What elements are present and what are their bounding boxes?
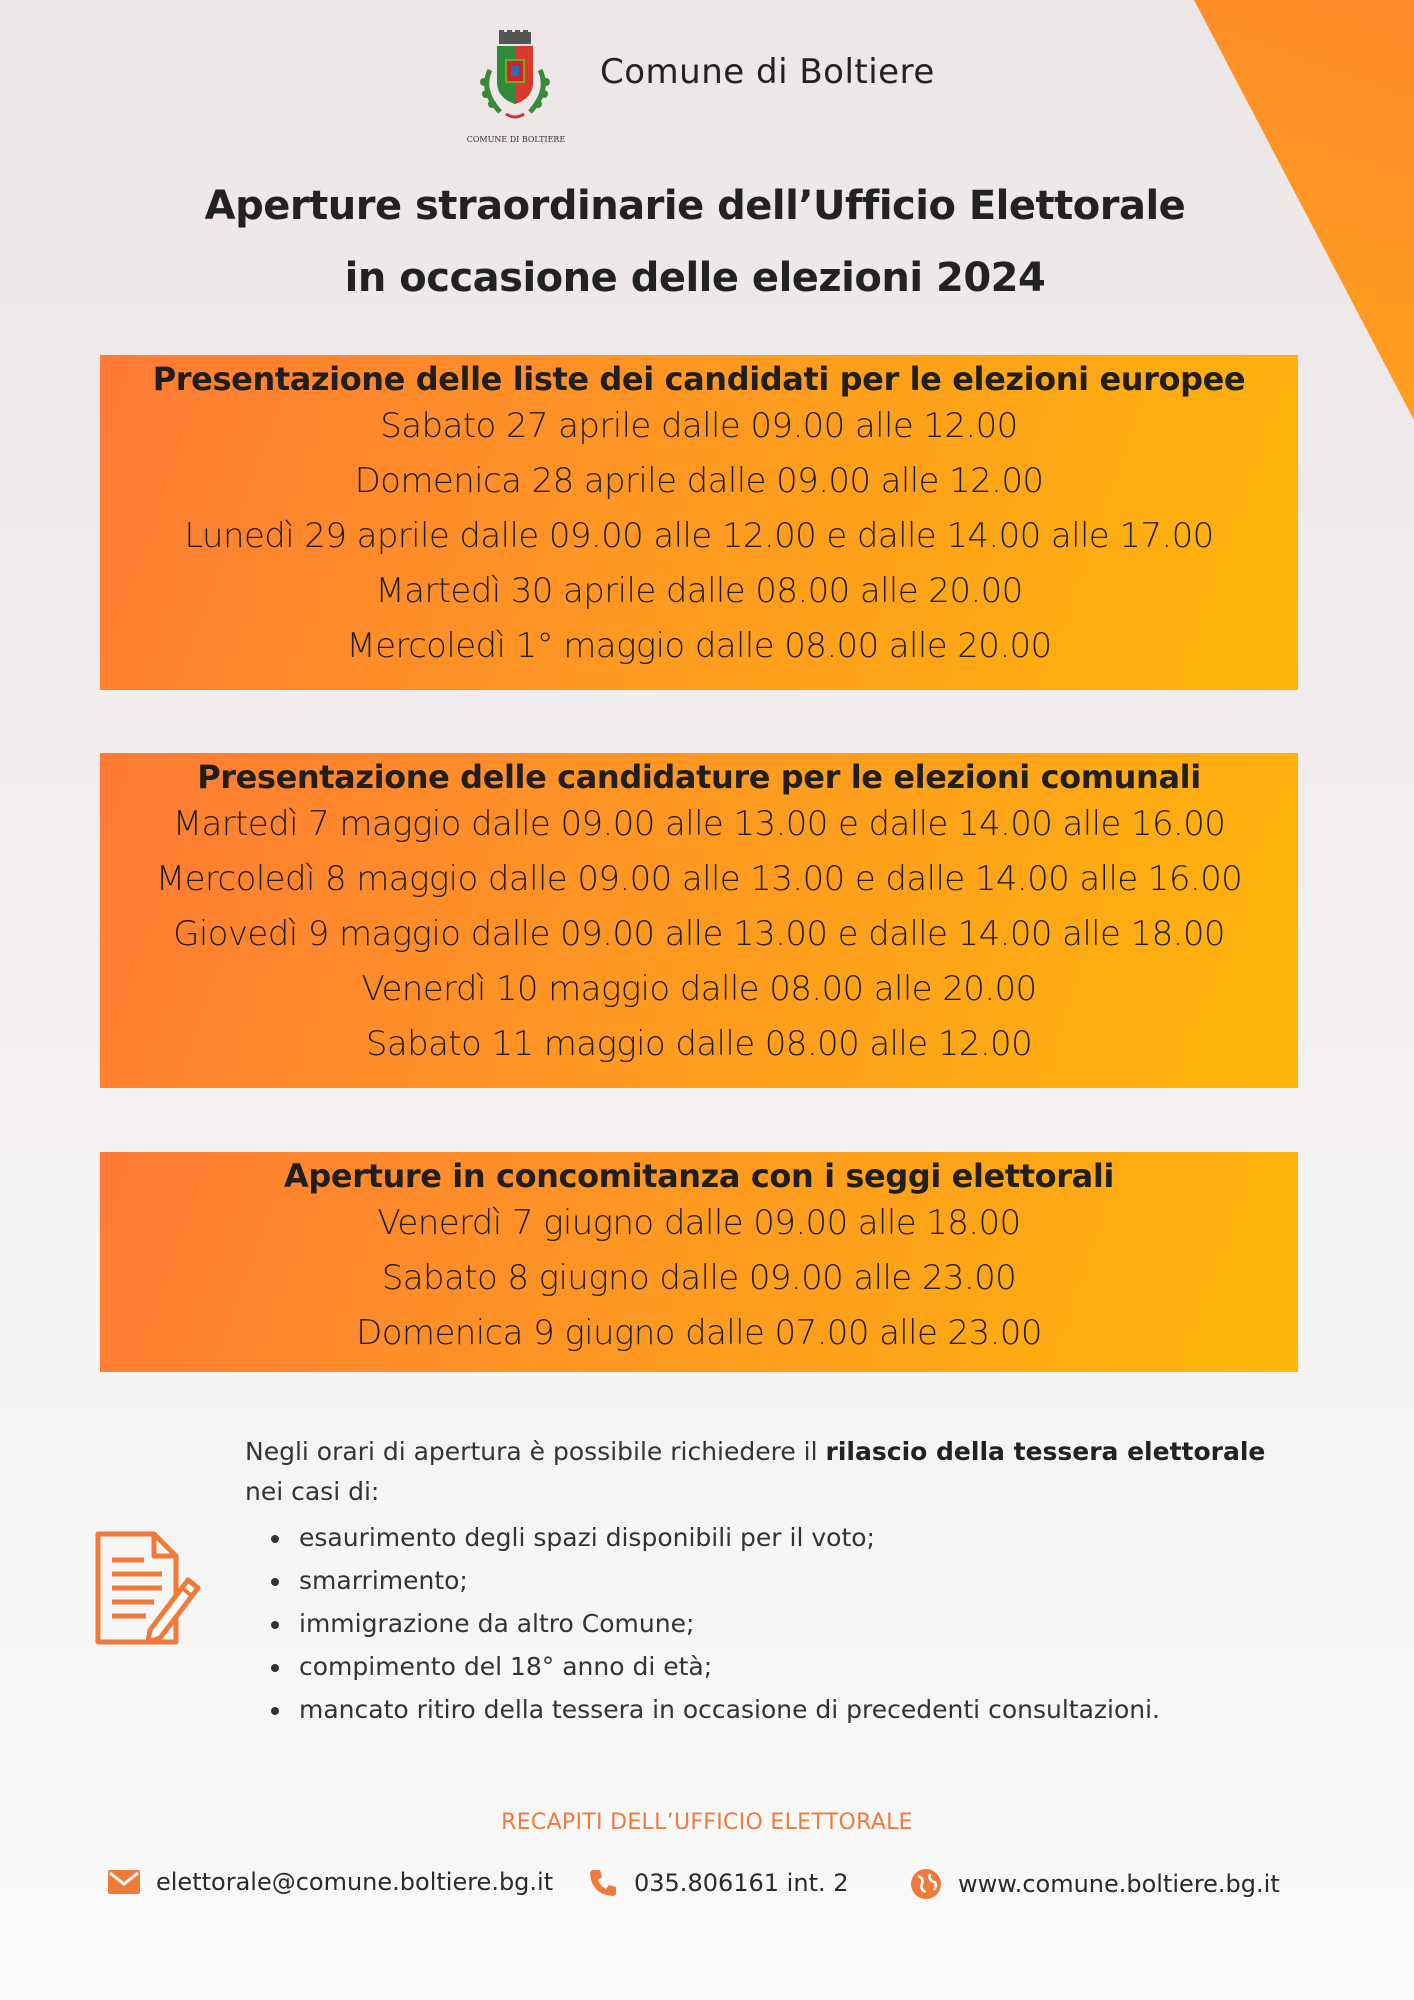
contact-email[interactable]	[108, 1868, 553, 1896]
info-intro-prefix: Negli orari di apertura è possibile richiedere il	[245, 1437, 826, 1466]
globe-icon	[910, 1868, 942, 1900]
schedule-row: Giovedì 9 maggio dalle 09.00 alle 13.00 e dalle 14.00 alle 18.00	[173, 914, 1225, 954]
crest-logo	[466, 30, 566, 144]
schedule-row: Sabato 8 giugno dalle 09.00 alle 23.00	[381, 1258, 1017, 1298]
schedule-heading: Presentazione delle liste dei candidati per le elezioni europee	[152, 360, 1246, 398]
email-icon	[108, 1870, 140, 1894]
contact-phone[interactable]	[588, 1868, 849, 1898]
info-text	[245, 1432, 1365, 1731]
crest-caption: COMUNE DI BOLTIERE	[466, 135, 566, 144]
schedule-row: Venerdì 10 maggio dalle 08.00 alle 20.00	[361, 969, 1037, 1009]
phone-icon	[588, 1868, 618, 1898]
list-item: • mancato ritiro della tessera in occasione di precedenti consultazioni.	[293, 1688, 1365, 1731]
list-item: • compimento del 18° anno di età;	[293, 1645, 1365, 1688]
contact-website[interactable]	[910, 1868, 1280, 1900]
schedule-heading: Presentazione delle candidature per le elezioni comunali	[197, 758, 1201, 796]
page-title-line-1: Aperture straordinarie dell’Ufficio Elettorale	[204, 183, 1186, 229]
header	[466, 30, 935, 144]
info-intro-suffix: nei casi di:	[245, 1477, 380, 1506]
schedule-row: Sabato 27 aprile dalle 09.00 alle 12.00	[380, 406, 1018, 446]
info-list	[245, 1516, 1365, 1731]
schedule-row: Martedì 7 maggio dalle 09.00 alle 13.00 e dalle 14.00 alle 16.00	[172, 804, 1226, 844]
list-item: • esaurimento degli spazi disponibili per il voto;	[293, 1516, 1365, 1559]
schedule-row: Lunedì 29 aprile dalle 09.00 alle 12.00 e dalle 14.00 alle 17.00	[184, 516, 1214, 556]
contact-email-text[interactable]: elettorale@comune.boltiere.bg.it	[156, 1868, 554, 1896]
schedule-box-europee	[100, 355, 1298, 690]
page-title	[0, 170, 1390, 314]
info-intro-bold: rilascio della tessera elettorale	[825, 1437, 1266, 1466]
contact-website-text[interactable]: www.comune.boltiere.bg.it	[958, 1870, 1280, 1898]
list-item: • smarrimento;	[293, 1559, 1365, 1602]
schedule-row: Venerdì 7 giugno dalle 09.00 alle 18.00	[377, 1203, 1021, 1243]
schedule-row: Domenica 28 aprile dalle 09.00 alle 12.00	[354, 461, 1044, 501]
list-item: • immigrazione da altro Comune;	[293, 1602, 1365, 1645]
comune-name: Comune di Boltiere	[600, 52, 935, 92]
schedule-heading: Aperture in concomitanza con i seggi elettorali	[284, 1157, 1114, 1195]
contact-phone-text[interactable]: 035.806161 int. 2	[634, 1869, 849, 1897]
schedule-row: Domenica 9 giugno dalle 07.00 alle 23.00	[356, 1313, 1042, 1353]
schedule-row: Mercoledì 8 maggio dalle 09.00 alle 13.00 e dalle 14.00 alle 16.00	[155, 859, 1243, 899]
schedule-row: Martedì 30 aprile dalle 08.00 alle 20.00	[375, 571, 1023, 611]
schedule-box-comunali	[100, 753, 1298, 1088]
contacts-heading: RECAPITI DELL’UFFICIO ELETTORALE	[501, 1810, 913, 1835]
schedule-row: Sabato 11 maggio dalle 08.00 alle 12.00	[365, 1024, 1033, 1064]
document-pen-icon	[92, 1530, 202, 1650]
schedule-row: Mercoledì 1° maggio dalle 08.00 alle 20.00	[346, 626, 1052, 666]
schedule-box-seggi	[100, 1152, 1298, 1372]
info-intro	[245, 1432, 1365, 1472]
page-title-line-2: in occasione delle elezioni 2024	[344, 255, 1046, 301]
